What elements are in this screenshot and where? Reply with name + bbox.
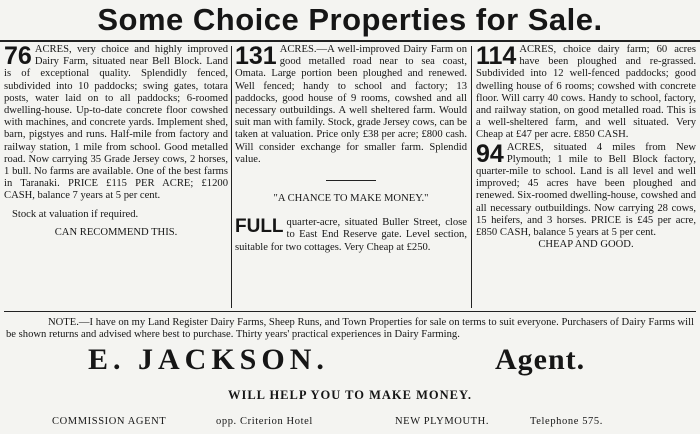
listing-acreage: 131: [235, 42, 277, 70]
section-description: quarter-acre, situated Buller Street, close to East End Reserve gate. Level section, suitable for two cottages. Very Cheap at £250.: [235, 217, 467, 253]
headline-rule: [0, 40, 700, 42]
footer-role: COMMISSION AGENT: [52, 416, 167, 427]
listing-tagline: CHEAP AND GOOD.: [538, 239, 634, 251]
footer-phone: Telephone 575.: [530, 416, 603, 427]
listing-description: ACRES, very choice and highly improved Dairy Farm, situated near Bell Block. Land is of exceptional quality. Splendidly fenced, subdivided into 10 paddocks; swing gates, totara posts, water laid on to all paddocks; 6-roomed dwelling-house. Up-to-date concrete floor cowshed with machines, and concrete yards. Implement shed, barn, pigstyes and runs. Half-mile from factory and railway station, 1 mile from school. Good metalled road. Now carrying 35 Grade Jersey cows, 2 horses, 1 bull. No farms are available. One of the best farms in Taranaki. PRICE £115 PER ACRE; £1200 CASH, balance 7 years at 5 per cent.: [4, 44, 228, 202]
listing-acreage: 114: [476, 42, 517, 70]
listing-acreage-2: 94: [476, 139, 504, 168]
listing-description-2: ACRES, situated 4 miles from New Plymouth; 1 mile to Bell Block factory, quarter-mile to school. Land is all level and well improved; 45 acres have been ploughed and renewed. Six-roomed dwelling-house, cowshed and all necessary outbuildings. Now carrying 28 cows, 15 heifers, and 3 horses. PRICE is £45 per acre, £850 CASH, balance 5 years at 5 per cent.: [476, 141, 696, 239]
listing-114-acres: [476, 44, 696, 251]
note-rule: [4, 311, 696, 312]
footer-address: opp. Criterion Hotel: [216, 416, 313, 427]
column-divider-right: [471, 46, 472, 308]
section-divider: [326, 180, 376, 181]
page-title: Some Choice Properties for Sale.: [97, 2, 603, 37]
register-note: NOTE.—I have on my Land Register Dairy Farms, Sheep Runs, and Town Properties for sale on terms to suit everyone. Purchasers of Dairy Farms will be shown returns and advised where best to purchase. Thirty years' practical experiences in Dairy Farming.: [6, 317, 694, 341]
help-slogan: WILL HELP YOU TO MAKE MONEY.: [227, 388, 472, 402]
agent-title: Agent.: [495, 343, 586, 376]
listing-76-acres: [4, 44, 228, 239]
column-divider-left: [231, 46, 232, 308]
listing-stock-note: Stock at valuation if required.: [12, 208, 139, 220]
listing-131-acres: [235, 44, 467, 254]
listing-description: ACRES, choice dairy farm; 60 acres have been ploughed and re-grassed. Subdivided into 12 well-fenced paddocks; good dwelling house of 6 rooms; cowshed with concrete floor. Will carry 40 cows. Handy to school, factory, and railway station, on good metalled road. This is a well-sheltered farm, and well situated. Very Cheap at £47 per acre. £850 CASH.: [476, 44, 696, 141]
listing-acreage: 76: [4, 42, 32, 70]
listing-tagline: CAN RECOMMEND THIS.: [54, 226, 178, 238]
listing-description: ACRES.—A well-improved Dairy Farm on good metalled road near to sea coast, Omata. Large portion been ploughed and renewed. Well fenced; handy to school and factory; 13 paddocks, good house of 9 rooms, cowshed and all necessary outbuildings. A well sheltered farm. Would suit man with family. Stock, grade Jersey cows, can be taken at valuation. Price only £38 per acre; £800 cash. Will consider exchange for smaller farm. Splendid value.: [235, 44, 467, 165]
agent-name: E. JACKSON.: [88, 343, 329, 376]
listing-slogan: "A CHANCE TO MAKE MONEY.": [273, 193, 429, 205]
footer-town: NEW PLYMOUTH.: [395, 416, 490, 427]
section-lead: FULL: [235, 216, 284, 238]
